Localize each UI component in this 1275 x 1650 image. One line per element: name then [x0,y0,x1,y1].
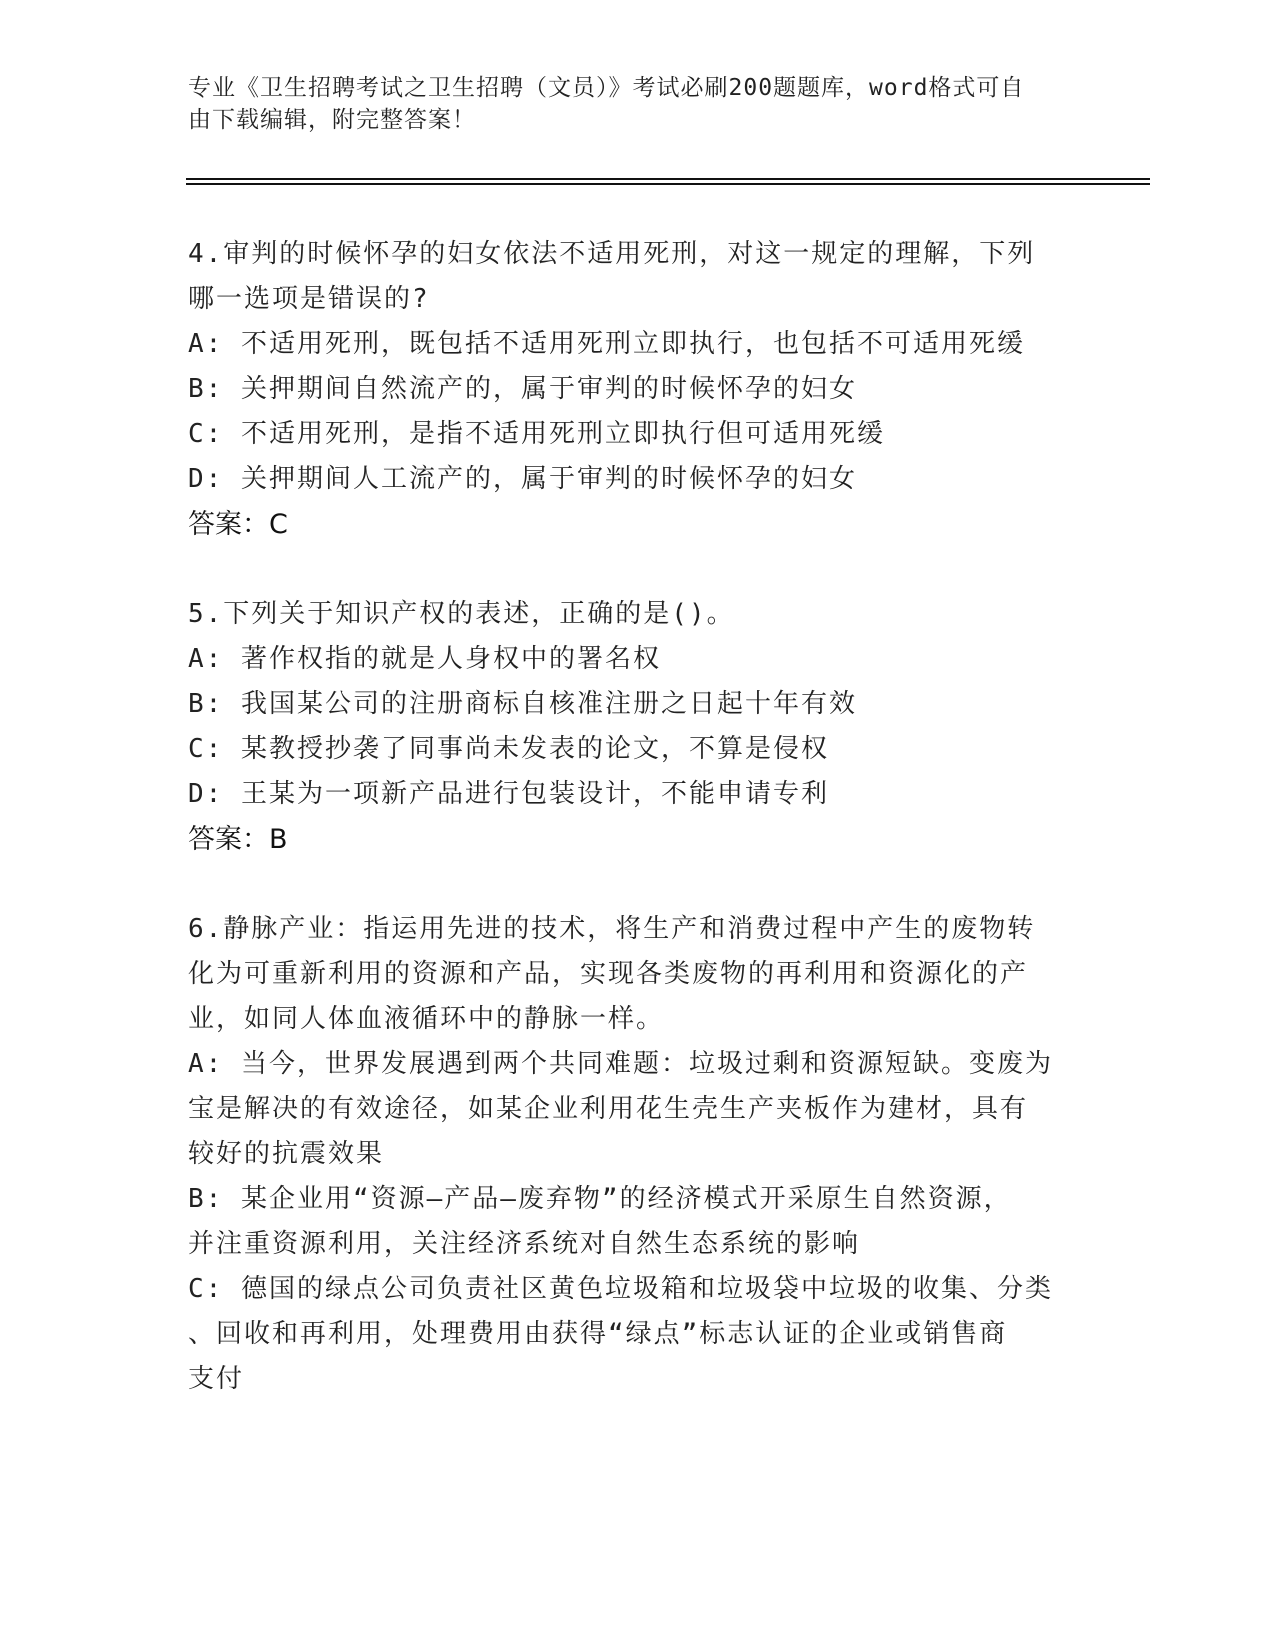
option-b: 并注重资源利用，关注经济系统对自然生态系统的影响 [188,1229,861,1259]
question-stem: 6.静脉产业：指运用先进的技术，将生产和消费过程中产生的废物转 [188,914,1036,944]
option-b: B: 某企业用“资源—产品—废弃物”的经济模式开采原生自然资源， [188,1184,1012,1214]
question-stem: 业，如同人体血液循环中的静脉一样。 [188,1004,665,1034]
option-a: 较好的抗震效果 [188,1139,385,1169]
option-c: 支付 [188,1364,245,1394]
option-a: A: 著作权指的就是人身权中的署名权 [188,644,661,674]
question-stem: 哪一选项是错误的? [188,284,430,314]
option-c: C: 不适用死刑，是指不适用死刑立即执行但可适用死缓 [188,419,885,449]
question-list [188,232,1088,1447]
option-a: 宝是解决的有效途径，如某企业利用花生壳生产夹板作为建材，具有 [188,1094,1029,1124]
option-b: B: 关押期间自然流产的，属于审判的时候怀孕的妇女 [188,374,857,404]
option-c: C: 某教授抄袭了同事尚未发表的论文，不算是侵权 [188,734,829,764]
question-stem: 化为可重新利用的资源和产品，实现各类废物的再利用和资源化的产 [188,959,1029,989]
question-stem: 5.下列关于知识产权的表述，正确的是()。 [188,599,735,629]
question-5 [188,592,1088,862]
header-divider [186,183,1150,185]
header-line: 专业《卫生招聘考试之卫生招聘（文员）》考试必刷200题题库，word格式可自 [188,75,1025,101]
header-line: 由下载编辑，附完整答案！ [188,107,476,133]
answer-label: 答案：B [188,824,288,855]
option-d: D: 王某为一项新产品进行包装设计，不能申请专利 [188,779,829,809]
question-6 [188,907,1088,1402]
question-4 [188,232,1088,547]
option-b: B: 我国某公司的注册商标自核准注册之日起十年有效 [188,689,857,719]
option-d: D: 关押期间人工流产的，属于审判的时候怀孕的妇女 [188,464,857,494]
option-a: A: 不适用死刑，既包括不适用死刑立即执行，也包括不可适用死缓 [188,329,1025,359]
question-stem: 4.审判的时候怀孕的妇女依法不适用死刑，对这一规定的理解，下列 [188,239,1036,269]
header-divider [186,178,1150,180]
option-c: 、回收和再利用，处理费用由获得“绿点”标志认证的企业或销售商 [188,1319,1008,1349]
answer-label: 答案：C [188,509,288,540]
document-header [188,72,1068,136]
option-a: A: 当今，世界发展遇到两个共同难题：垃圾过剩和资源短缺。变废为 [188,1049,1053,1079]
option-c: C: 德国的绿点公司负责社区黄色垃圾箱和垃圾袋中垃圾的收集、分类 [188,1274,1053,1304]
